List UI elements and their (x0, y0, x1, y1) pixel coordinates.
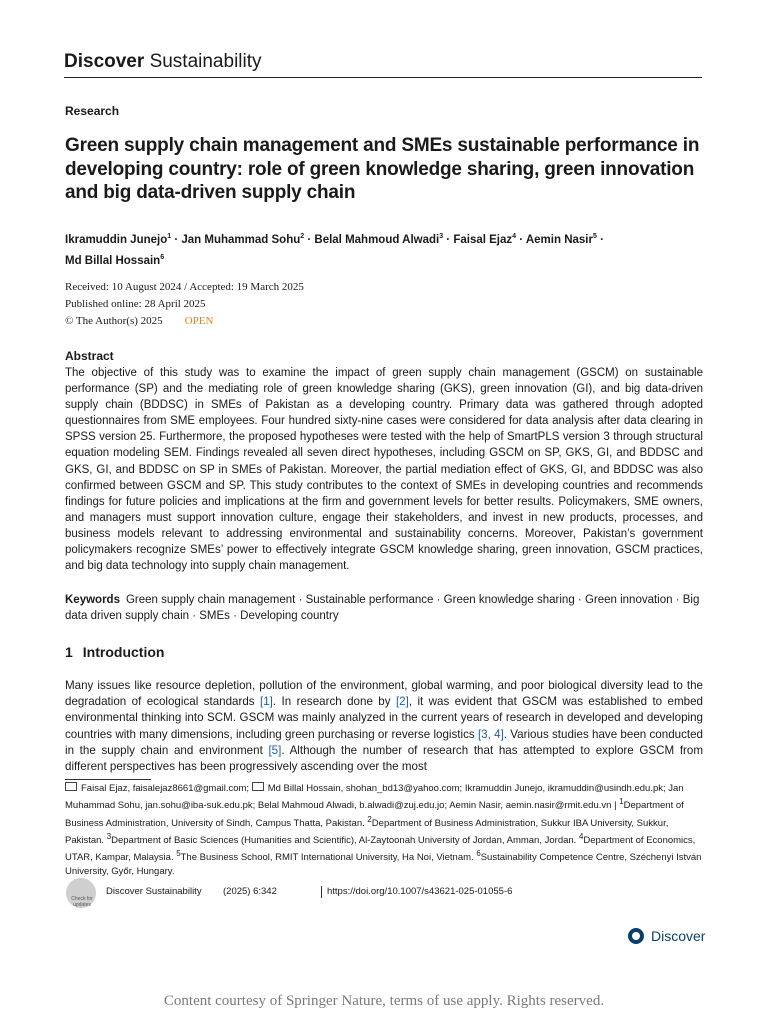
masthead-journal: Sustainability (149, 51, 262, 72)
article-dates (65, 279, 304, 330)
affiliation-text: The Business School, RMIT International University, Ha Noi, Vietnam. (180, 852, 477, 864)
body-text: . Various studies have been conducted in the supply chain and environment (65, 727, 704, 757)
footer-journal: Discover Sustainability (106, 886, 202, 897)
affiliation-number: 4 (578, 831, 584, 841)
footnotes (65, 782, 705, 878)
author-name[interactable]: Md Billal Hossain$^6$ (65, 253, 165, 267)
journal-masthead (64, 50, 262, 74)
author-name[interactable]: Belal Mahmoud Alwadi$^3$ (314, 233, 444, 246)
keywords-section (65, 592, 703, 624)
affiliation-number: 6 (476, 849, 481, 859)
copyright-line (65, 313, 304, 330)
citation-link[interactable]: [3, 4] (477, 727, 504, 741)
citation-link[interactable]: [1] (260, 695, 273, 709)
published-date: Published online: 28 April 2025 (65, 298, 206, 310)
keywords-text: Green supply chain management · Sustainable performance · Green knowledge sharing · Green innovation · Big data driven supply chain · SMEs · Developing country (65, 594, 700, 623)
author-name[interactable]: Faisal Ejaz$^4$ (453, 233, 517, 246)
section-number: 1 (65, 644, 73, 660)
affiliation-number: 3 (106, 831, 112, 841)
discover-logo-text: Discover (651, 928, 706, 944)
body-text: Many issues like resource depletion, pollution of the environment, global warming, and poor biological diversity lead to the degradation of ecological standards (65, 679, 703, 709)
check-for-updates-label: Check for updates (71, 896, 93, 908)
footer-divider (321, 886, 322, 898)
section-title: Introduction (82, 644, 165, 660)
abstract-section (65, 348, 703, 574)
affiliation-marker: 4 (512, 233, 517, 240)
author-name[interactable]: Ikramuddin Junejo$^1$ (65, 233, 172, 246)
affiliation-marker: 6 (160, 253, 165, 261)
author-list: Ikramuddin Junejo$^1$ · Jan Muhammad Sohu$^2$ · Belal Mahmoud Alwadi$^3$ · Faisal Ejaz$^4$ · Aemin Nasir$^5$ · Md Billal Hossain$^6$ (65, 233, 604, 267)
affiliation-text: Department of Business Administration, University of Sindh, Campus Thatta, Pakistan. (65, 800, 684, 829)
copyright-text: © The Author(s) 2025 (65, 315, 163, 327)
keywords-label: Keywords (65, 594, 120, 606)
affiliation-text: Department of Business Administration, Sukkur IBA University, Sukkur, Pakistan. (65, 817, 669, 847)
footer-volume: (2025) 6:342 (223, 886, 277, 897)
abstract-heading: Abstract (65, 349, 114, 363)
author-emails[interactable]: Md Billal Hossain, shohan_bd13@yahoo.com; Ikramuddin Junejo, ikramuddin@usindh.edu.pk; Jan Muhammad Sohu, jan.sohu@iba-suk.edu.pk; Belal Mahmoud Alwadi, b.alwadi@zuj.edu.jo; Aemin Nasir, aemin.nasir@rmit.edu.vn | (65, 783, 684, 812)
article-type-label: Research (65, 104, 120, 118)
abstract-text: The objective of this study was to examine the impact of green supply chain management (GSCM) on sustainable performance (SP) and the mediating role of green knowledge sharing (GKS), green innovation (GI), and big data-driven supply chain (BDDSC) in SMEs of Pakistan as a developing country. Primary data was gathered through adopted questionnaires from SME employees. Four hundred sixty-nine cases were considered for data analysis after data clearing in SPSS version 25. Furthermore, the proposed hypotheses were tested with the help of SmartPLS version 3 through structural equation modeling SEM. Findings revealed all seven direct hypotheses, including GSCM on SP, GKS, GI, and BDDSC and GKS, GI, and BDDSC on SP in SMEs of Pakistan. Moreover, the partial mediation effect of GKS, GI, and BDDSC was also confirmed between GSCM and SP. This study contributes to the context of SMEs in developing countries and recommends findings for future policies and implications at the firm and government levels for better results. Policymakers, SME owners, and managers must support innovation culture, engage their stakeholders, and invest in new products, processes, and business models relevant to addressing environmental and sustainability concerns. Moreover, Pakistan’s government policymakers recognize SMEs’ power to effectively integrate GSCM knowledge sharing, green innovation, GSCM practices, and big data technology into supply chain management. (65, 367, 703, 573)
envelope-icon (252, 782, 264, 791)
corresponding-author[interactable]: Faisal Ejaz, faisalejaz8661@gmail.com; (81, 783, 250, 794)
masthead-brand: Discover (64, 51, 145, 72)
masthead-rule (64, 77, 702, 78)
doi-link[interactable]: https://doi.org/10.1007/s43621-025-01055-6 (327, 886, 513, 897)
affiliation-number: 5 (176, 849, 181, 859)
affiliation-text: Sustainability Competence Centre, Széchenyi István University, Győr, Hungary. (65, 852, 702, 877)
affiliation-text: Department of Basic Sciences (Humanities and Scientific), Al-Zaytoonah University of Jordan, Amman, Jordan. (111, 835, 579, 847)
affiliation-number: 1 (619, 797, 624, 807)
courtesy-notice: Content courtesy of Springer Nature, terms of use apply. Rights reserved. (163, 993, 605, 1009)
affiliation-text: Department of Economics, UTAR, Kampar, Malaysia. (65, 835, 696, 864)
affiliation-marker: 3 (439, 233, 444, 240)
citation-link[interactable]: [5] (268, 743, 282, 757)
footnote-rule (65, 779, 151, 780)
received-accepted-date: Received: 10 August 2024 / Accepted: 19 March 2025 (65, 281, 304, 293)
body-text: , it was evident that GSCM was established to embed environmental thinking into SCM. GSCM was mainly analyzed in the current years of research in developed and developing countries with many dimensions, including green purchasing or reverse logistics (65, 695, 703, 741)
envelope-icon (65, 782, 77, 791)
affiliation-marker: 5 (592, 233, 597, 240)
affiliation-number: 2 (367, 814, 372, 824)
affiliation-marker: 2 (300, 233, 305, 240)
article-title: Green supply chain management and SMEs sustainable performance in developing country: role of green knowledge sharing, green innovation and big data-driven supply chain (65, 135, 700, 203)
citation-link[interactable]: [2] (395, 695, 409, 709)
affiliation-marker: 1 (167, 233, 172, 240)
body-text: . In research done by (272, 695, 396, 709)
author-name[interactable]: Aemin Nasir$^5$ (525, 233, 597, 246)
introduction-text (65, 678, 703, 775)
open-access-badge[interactable]: OPEN (184, 315, 214, 327)
introduction-heading (65, 644, 174, 660)
author-name[interactable]: Jan Muhammad Sohu$^2$ (181, 233, 305, 246)
body-text: . Although the number of research that has attempted to explore GSCM from different perspectives has been progressively ascending over the most (65, 743, 704, 774)
discover-logo-icon (628, 928, 644, 944)
